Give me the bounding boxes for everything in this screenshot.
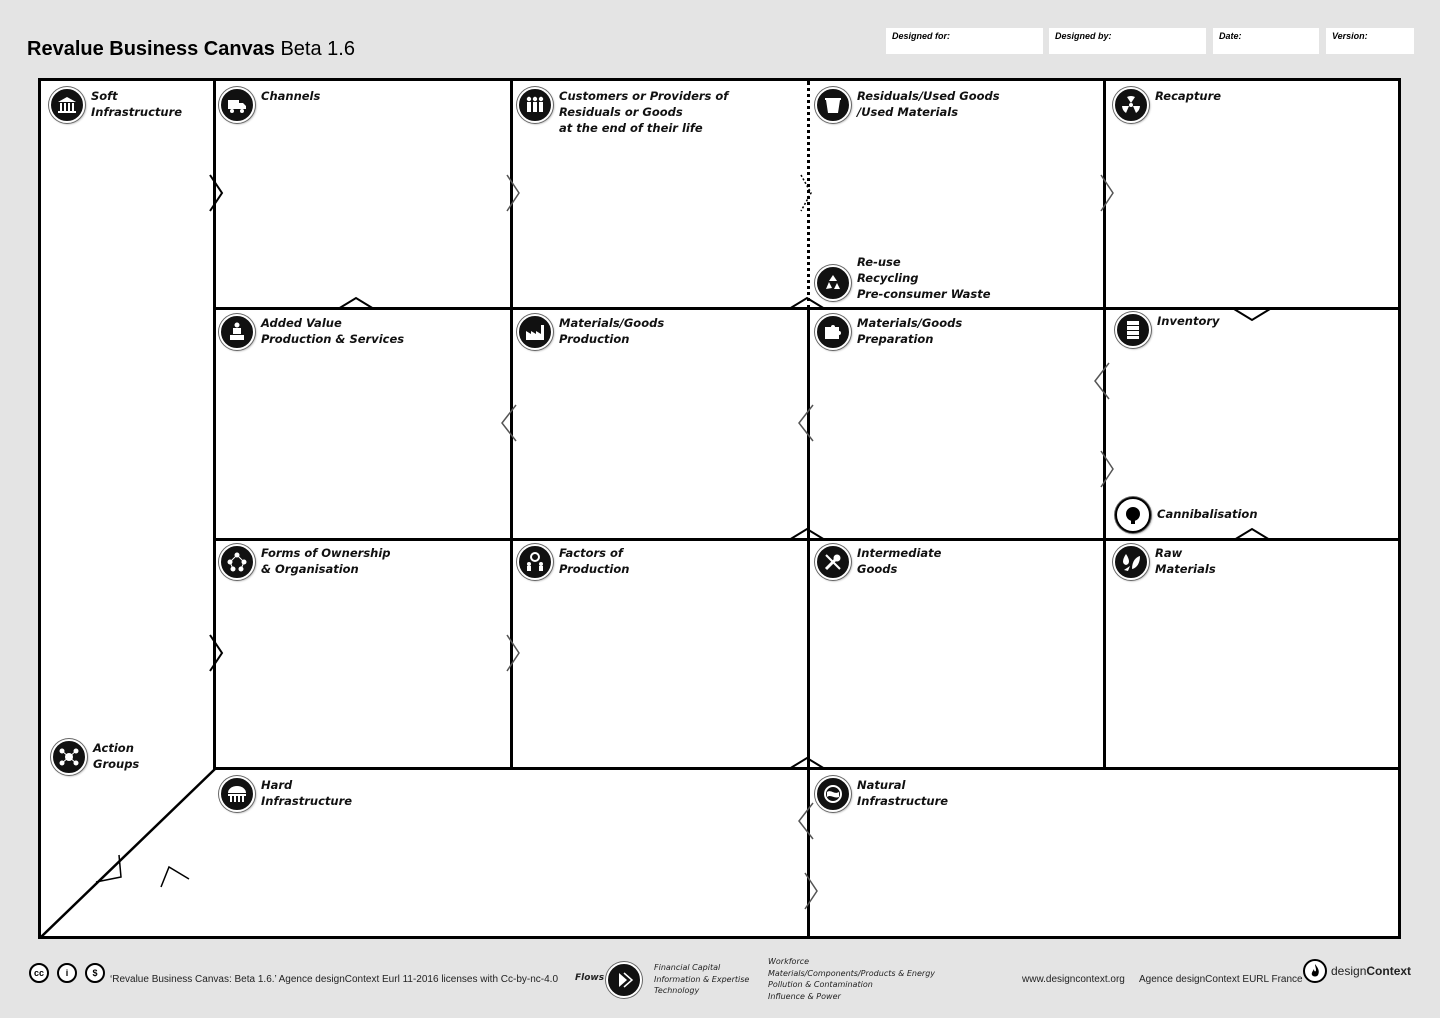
block-label: Action Groups xyxy=(93,741,140,771)
block-label: Raw Materials xyxy=(1155,546,1216,576)
flow-chevron xyxy=(206,173,230,213)
flow-chevron xyxy=(206,633,230,673)
radiation-icon xyxy=(1113,87,1149,123)
flow-chevron xyxy=(336,295,376,315)
license-text: ‘Revalue Business Canvas: Beta 1.6.’ Agence designContext Eurl 11-2016 licenses with Cc-by-nc-4.0 xyxy=(110,974,559,985)
block-label: Materials/Goods Preparation xyxy=(857,316,963,346)
designed-by-field[interactable]: Designed by: xyxy=(1049,28,1206,54)
puzzle-icon xyxy=(815,314,851,350)
block-action-groups[interactable] xyxy=(51,739,139,775)
flow-chevron xyxy=(503,633,527,673)
flows-label: Flows xyxy=(575,973,605,983)
block-label: Residuals/Used Goods /Used Materials xyxy=(857,89,1000,119)
website-link[interactable]: www.designcontext.org xyxy=(1022,974,1125,985)
block-label: Channels xyxy=(261,89,321,103)
block-ownership[interactable] xyxy=(219,544,391,580)
flow-chevron xyxy=(1097,449,1121,489)
flows-list-right: Workforce Materials/Components/Products & Energy Pollution & Contamination Influence & Power xyxy=(768,957,936,1001)
people-icon xyxy=(517,87,553,123)
flow-chevron xyxy=(795,403,819,443)
block-label: Hard Infrastructure xyxy=(261,778,353,808)
tools-icon xyxy=(815,544,851,580)
agency-name: Agence designContext EURL France xyxy=(1139,974,1303,985)
leaf-drop-icon xyxy=(1113,544,1149,580)
canvas-board xyxy=(38,78,1401,939)
diagonal-divider xyxy=(41,767,217,937)
block-label: Intermediate Goods xyxy=(857,546,942,576)
block-label: Recapture xyxy=(1155,89,1222,103)
block-channels[interactable] xyxy=(219,87,320,123)
flow-chevron xyxy=(96,855,121,882)
flow-chevron xyxy=(1097,173,1121,213)
flow-chevron xyxy=(797,173,821,213)
block-hard-infrastructure[interactable] xyxy=(219,776,352,812)
block-factors[interactable] xyxy=(517,544,629,580)
block-raw-materials[interactable] xyxy=(1113,544,1216,580)
stack-icon xyxy=(1115,312,1151,348)
flow-chevron xyxy=(1232,305,1272,325)
block-label: Added Value Production & Services xyxy=(261,316,405,346)
block-natural-infrastructure[interactable] xyxy=(815,776,948,812)
network-icon xyxy=(51,739,87,775)
block-soft-infrastructure[interactable] xyxy=(49,87,182,123)
flows-list-left: Financial Capital Information & Expertise Technology xyxy=(654,963,750,995)
flow-chevron xyxy=(503,173,527,213)
recycle-icon xyxy=(815,265,851,301)
block-customers[interactable] xyxy=(517,87,728,136)
flows-icon xyxy=(606,962,642,998)
version-field[interactable]: Version: xyxy=(1326,28,1414,54)
flow-chevron xyxy=(498,403,522,443)
block-recapture[interactable] xyxy=(1113,87,1221,123)
earth-icon xyxy=(815,776,851,812)
block-inventory[interactable] xyxy=(1115,312,1220,348)
flow-chevron xyxy=(801,871,825,911)
block-intermediate[interactable] xyxy=(815,544,941,580)
flame-logo-icon xyxy=(1303,959,1327,983)
block-label: Factors of Production xyxy=(559,546,630,576)
block-label: Materials/Goods Production xyxy=(559,316,665,346)
flow-chevron xyxy=(161,867,189,887)
block-materials-preparation[interactable] xyxy=(815,314,962,350)
flow-chevron xyxy=(787,755,827,775)
designed-for-field[interactable]: Designed for: xyxy=(886,28,1043,54)
brand-logo: designContext xyxy=(1331,964,1412,978)
bridge-icon xyxy=(219,776,255,812)
factory-worker-icon xyxy=(219,314,255,350)
truck-icon xyxy=(219,87,255,123)
head-icon xyxy=(1115,497,1151,533)
flow-chevron xyxy=(1091,361,1115,401)
block-label: Customers or Providers of Residuals or Goods at the end of their life xyxy=(559,89,729,135)
factory-icon xyxy=(517,314,553,350)
block-cannibalisation[interactable] xyxy=(1115,497,1258,533)
gear-people-icon xyxy=(517,544,553,580)
block-residuals[interactable] xyxy=(815,87,1000,123)
block-label: Re-use Recycling Pre-consumer Waste xyxy=(857,255,991,301)
block-label: Natural Infrastructure xyxy=(857,778,949,808)
block-label: Cannibalisation xyxy=(1157,507,1258,521)
block-label: Soft Infrastructure xyxy=(91,89,183,119)
block-label: Forms of Ownership & Organisation xyxy=(261,546,391,576)
block-reuse[interactable] xyxy=(815,253,991,302)
cc-license-icon: cc xyxy=(29,963,49,983)
org-chart-icon xyxy=(219,544,255,580)
non-commercial-icon: $ xyxy=(85,963,105,983)
attribution-icon: i xyxy=(57,963,77,983)
flow-chevron xyxy=(787,526,827,546)
date-field[interactable]: Date: xyxy=(1213,28,1319,54)
block-label: Inventory xyxy=(1157,314,1220,328)
page-title: Revalue Business Canvas Beta 1.6 xyxy=(27,38,355,60)
block-materials-production[interactable] xyxy=(517,314,664,350)
building-columns-icon xyxy=(49,87,85,123)
block-added-value[interactable] xyxy=(219,314,404,350)
bin-icon xyxy=(815,87,851,123)
